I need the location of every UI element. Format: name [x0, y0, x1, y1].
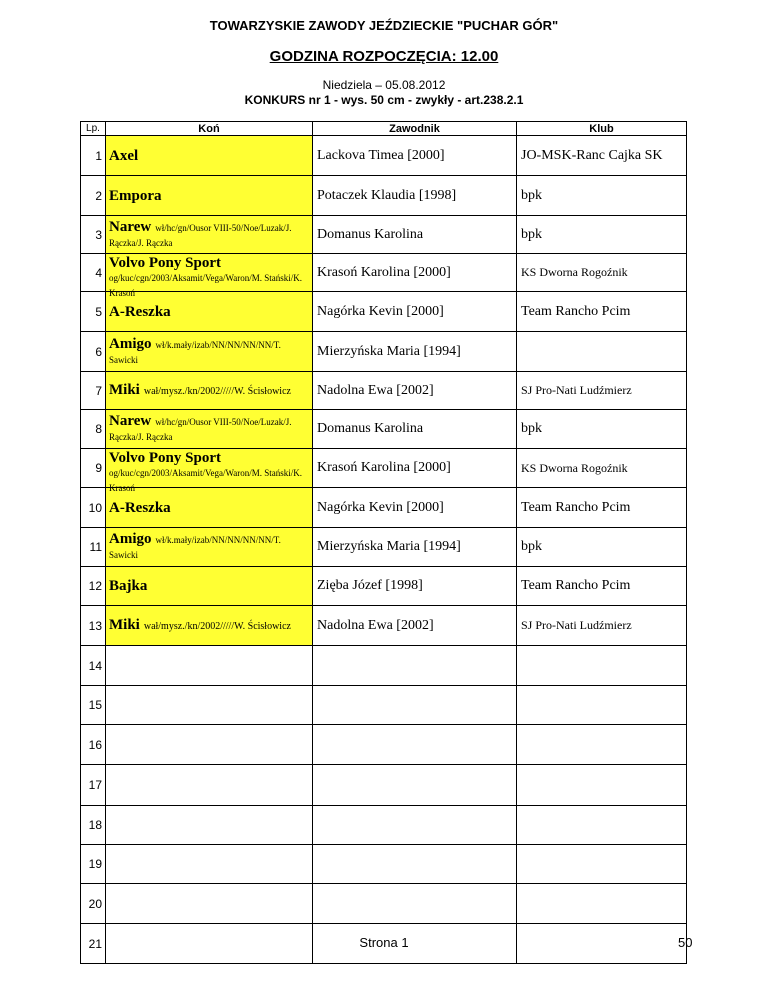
rider-name: Nagórka Kevin [2000]: [313, 292, 517, 332]
rider-name: Zięba Józef [1998]: [313, 567, 517, 606]
horse-details: wł/hc/gn/Ousor VIII-50/Noe/Luzak/J. Rączka/J. Rączka: [109, 222, 292, 248]
row-number: 13: [81, 606, 106, 646]
club-name: [517, 806, 687, 845]
table-row: [81, 884, 687, 924]
row-number: 12: [81, 567, 106, 606]
rider-name: [313, 725, 517, 765]
rider-name: Nadolna Ewa [2002]: [313, 606, 517, 646]
club-name: SJ Pro-Nati Ludźmierz: [517, 372, 687, 410]
row-number: 17: [81, 765, 106, 806]
row-number: 3: [81, 216, 106, 254]
col-header-rider: Zawodnik: [313, 122, 517, 136]
table-row: [81, 176, 687, 216]
col-header-horse: Koń: [106, 122, 313, 136]
horse-cell: [106, 686, 313, 725]
horse-name: Empora: [109, 187, 162, 204]
horse-cell: [106, 884, 313, 924]
row-number: 9: [81, 449, 106, 488]
horse-cell: [106, 410, 313, 449]
horse-cell: [106, 606, 313, 646]
horse-cell: [106, 646, 313, 686]
rider-name: Mierzyńska Maria [1994]: [313, 528, 517, 567]
horse-name: Narew: [109, 413, 152, 429]
table-row: [81, 136, 687, 176]
horse-name: Amigo: [109, 531, 152, 547]
row-number: 14: [81, 646, 106, 686]
club-name: [517, 646, 687, 686]
table-row: [81, 410, 687, 449]
start-time: GODZINA ROZPOCZĘCIA: 12.00: [269, 48, 499, 65]
horse-cell: [106, 176, 313, 216]
page-number: 50: [678, 935, 693, 950]
club-name: bpk: [517, 216, 687, 254]
table-row: [81, 725, 687, 765]
club-name: [517, 845, 687, 884]
club-name: Team Rancho Pcim: [517, 292, 687, 332]
table-row: [81, 216, 687, 254]
horse-name: A-Reszka: [109, 303, 171, 320]
rider-name: [313, 765, 517, 806]
horse-name: Miki: [109, 382, 140, 398]
row-number: 11: [81, 528, 106, 567]
table-row: [81, 845, 687, 884]
table-row: [81, 292, 687, 332]
table-row: [81, 567, 687, 606]
horse-cell: [106, 765, 313, 806]
rider-name: Krasoń Karolina [2000]: [313, 449, 517, 488]
row-number: 15: [81, 686, 106, 725]
club-name: Team Rancho Pcim: [517, 567, 687, 606]
start-list-table: [80, 121, 687, 964]
club-name: [517, 686, 687, 725]
row-number: 16: [81, 725, 106, 765]
horse-name: Bajka: [109, 578, 148, 594]
table-row: [81, 488, 687, 528]
horse-cell: [106, 254, 313, 298]
event-date: Niedziela – 05.08.2012: [322, 78, 446, 92]
club-name: Team Rancho Pcim: [517, 488, 687, 528]
horse-details: wł/hc/gn/Ousor VIII-50/Noe/Luzak/J. Rączka/J. Rączka: [109, 417, 292, 442]
horse-details: og/kuc/cgn/2003/Aksamit/Vega/Waron/M. Stański/K. Krasoń: [109, 467, 303, 493]
rider-name: [313, 646, 517, 686]
horse-cell: [106, 528, 313, 567]
horse-cell: [106, 332, 313, 372]
row-number: 10: [81, 488, 106, 528]
row-number: 20: [81, 884, 106, 924]
rider-name: [313, 884, 517, 924]
horse-name: Narew: [109, 218, 152, 235]
rider-name: Domanus Karolina: [313, 410, 517, 449]
table-row: [81, 528, 687, 567]
rider-name: Nagórka Kevin [2000]: [313, 488, 517, 528]
contest-title: KONKURS nr 1 - wys. 50 cm - zwykły - art.238.2.1: [244, 93, 524, 107]
row-number: 4: [81, 254, 106, 292]
rider-name: Nadolna Ewa [2002]: [313, 372, 517, 410]
horse-details: wł/k.mały/izab/NN/NN/NN/NN/T. Sawicki: [109, 339, 281, 365]
club-name: JO-MSK-Ranc Cajka SK: [517, 136, 687, 176]
horse-cell: [106, 806, 313, 845]
table-row: [81, 606, 687, 646]
rider-name: Mierzyńska Maria [1994]: [313, 332, 517, 372]
row-number: 21: [81, 924, 106, 964]
table-row: [81, 332, 687, 372]
club-name: [517, 765, 687, 806]
row-number: 5: [81, 292, 106, 332]
horse-name: Miki: [109, 617, 140, 633]
horse-cell: [106, 845, 313, 884]
table-header-row: [81, 122, 687, 136]
horse-details: wł/k.mały/izab/NN/NN/NN/NN/T. Sawicki: [109, 535, 281, 560]
row-number: 1: [81, 136, 106, 176]
horse-details: wał/mysz./kn/2002/////W. Ścisłowicz: [143, 386, 291, 397]
row-number: 7: [81, 372, 106, 410]
page-footer: Strona 1: [359, 935, 409, 950]
row-number: 2: [81, 176, 106, 216]
horse-cell: [106, 725, 313, 765]
club-name: bpk: [517, 410, 687, 449]
club-name: KS Dworna Rogoźnik: [517, 449, 687, 488]
rider-name: Potaczek Klaudia [1998]: [313, 176, 517, 216]
club-name: SJ Pro-Nati Ludźmierz: [517, 606, 687, 646]
table-row: [81, 806, 687, 845]
table-row: [81, 646, 687, 686]
horse-cell: [106, 567, 313, 606]
club-name: [517, 332, 687, 372]
horse-cell: [106, 292, 313, 332]
club-name: KS Dworna Rogoźnik: [517, 254, 687, 292]
document-title: TOWARZYSKIE ZAWODY JEŹDZIECKIE "PUCHAR GÓR": [209, 18, 559, 33]
horse-details: og/kuc/cgn/2003/Aksamit/Vega/Waron/M. Stański/K. Krasoń: [109, 272, 303, 298]
horse-name: Axel: [109, 147, 139, 164]
rider-name: Lackova Timea [2000]: [313, 136, 517, 176]
horse-name: Volvo Pony Sport: [109, 449, 221, 466]
horse-cell: [106, 136, 313, 176]
rider-name: Krasoń Karolina [2000]: [313, 254, 517, 292]
horse-cell: [106, 216, 313, 254]
rider-name: Domanus Karolina: [313, 216, 517, 254]
club-name: [517, 884, 687, 924]
club-name: bpk: [517, 176, 687, 216]
table-row: [81, 765, 687, 806]
horse-name: Volvo Pony Sport: [109, 254, 221, 271]
row-number: 6: [81, 332, 106, 372]
horse-cell: [106, 372, 313, 410]
table-row: [81, 449, 687, 488]
col-header-lp: Lp.: [81, 122, 106, 136]
table-row: [81, 686, 687, 725]
col-header-club: Klub: [517, 122, 687, 136]
rider-name: [313, 686, 517, 725]
horse-name: Amigo: [109, 335, 152, 352]
horse-name: A-Reszka: [109, 499, 171, 516]
rider-name: [313, 845, 517, 884]
table-row: [81, 254, 687, 292]
row-number: 18: [81, 806, 106, 845]
row-number: 19: [81, 845, 106, 884]
horse-details: wał/mysz./kn/2002/////W. Ścisłowicz: [143, 621, 291, 632]
club-name: [517, 725, 687, 765]
rider-name: [313, 806, 517, 845]
club-name: bpk: [517, 528, 687, 567]
table-row: [81, 372, 687, 410]
horse-cell: [106, 449, 313, 493]
row-number: 8: [81, 410, 106, 449]
horse-cell: [106, 488, 313, 528]
